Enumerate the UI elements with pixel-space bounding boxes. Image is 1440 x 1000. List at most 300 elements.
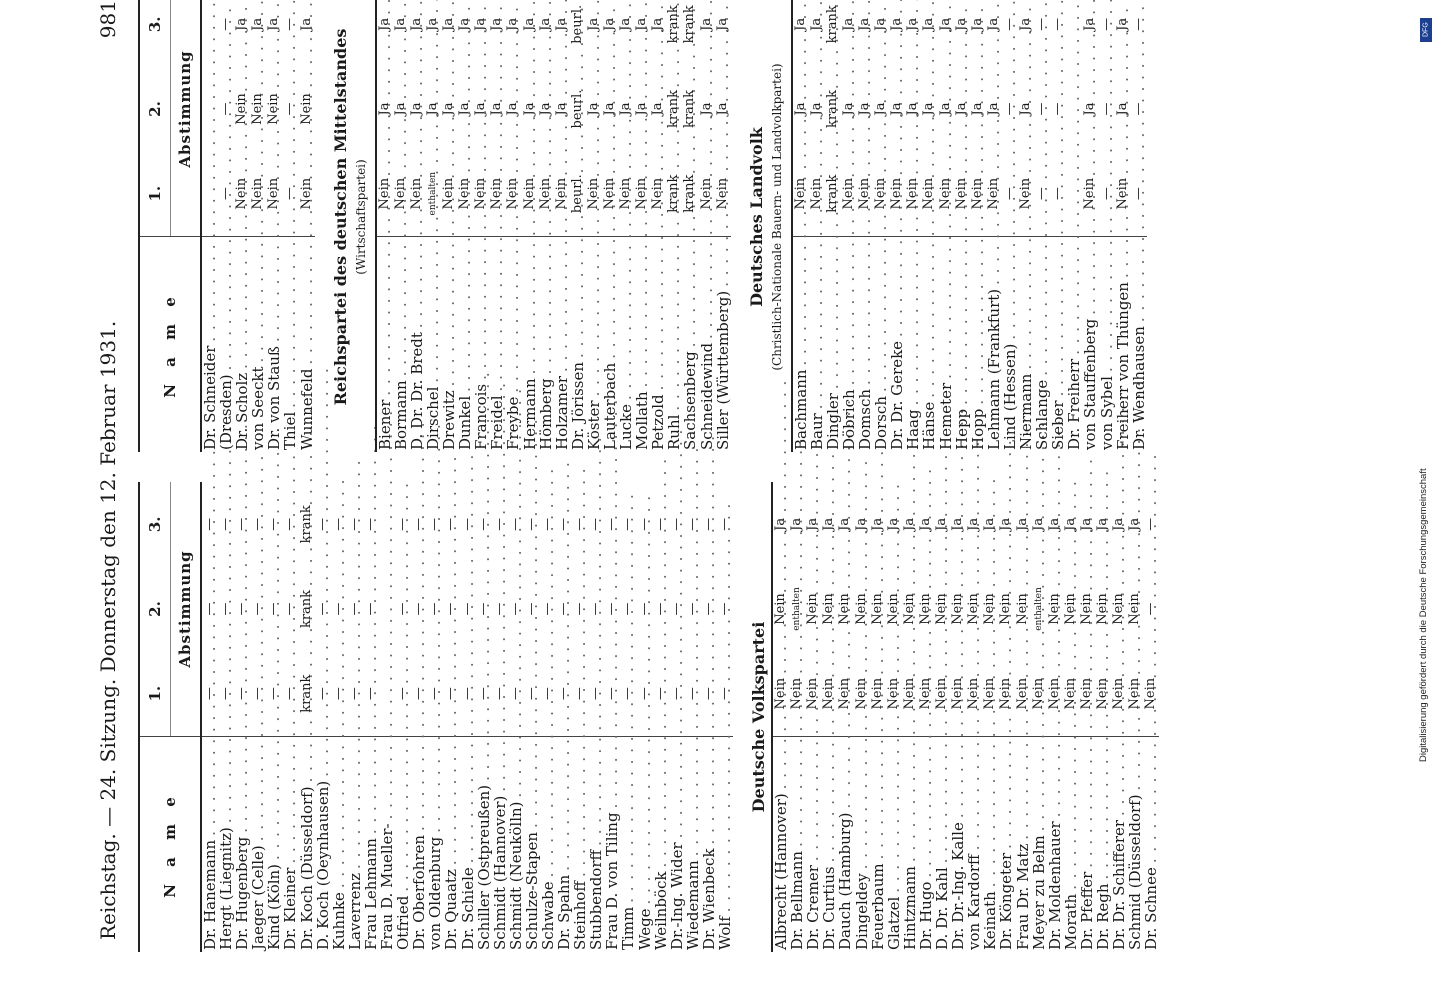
vote-3: Ja xyxy=(873,17,889,31)
member-name: Sieber . . . xyxy=(1050,236,1066,452)
vote-2: — xyxy=(652,602,668,616)
party-title: Reichspartei des deutschen Mittelstandes xyxy=(330,28,350,406)
vote-3: — xyxy=(1130,17,1146,31)
table-row xyxy=(970,0,986,452)
vote-3: — xyxy=(636,517,652,531)
table-row xyxy=(669,482,685,952)
vote-number-1: 1. xyxy=(145,685,164,702)
vote-2: Nein xyxy=(869,593,885,625)
vote-2: Nein xyxy=(805,593,821,625)
vote-2: Ja xyxy=(985,102,1001,116)
vote-2: Ja xyxy=(650,102,666,116)
member-name: Bormann . . . xyxy=(393,236,409,452)
table-row xyxy=(841,0,857,452)
vote-3: krank xyxy=(824,5,840,44)
vote-3: — xyxy=(539,517,555,531)
vote-1: Nein xyxy=(714,177,730,210)
vote-1: Nein xyxy=(1082,177,1098,210)
vote-1: Nein xyxy=(1114,177,1130,210)
table-row xyxy=(889,0,905,452)
table-row xyxy=(789,482,805,952)
vote-3: Ja xyxy=(950,517,966,531)
table-row xyxy=(473,0,489,452)
vote-3: Ja xyxy=(966,517,982,531)
vote-3: — xyxy=(620,517,636,531)
vote-2: Ja xyxy=(408,102,424,116)
vote-1: Nein xyxy=(805,677,821,710)
vote-1: Nein xyxy=(873,177,889,210)
vote-3: Ja xyxy=(473,17,489,31)
vote-3: Ja xyxy=(889,17,905,31)
vote-2: — xyxy=(443,602,459,616)
vote-numbers xyxy=(140,0,171,236)
vote-number-3: 3. xyxy=(145,16,164,33)
table-row xyxy=(837,482,853,952)
vote-1: Nein xyxy=(857,177,873,210)
member-name: Hintzmann . . . xyxy=(902,736,918,952)
vote-1: Nein xyxy=(905,177,921,210)
table-row xyxy=(715,0,731,452)
vote-3: Ja xyxy=(1094,517,1110,531)
vote-3: — xyxy=(346,517,362,531)
table-row xyxy=(443,482,459,952)
table-row xyxy=(1031,482,1047,952)
member-name: von Kardorff . . . xyxy=(966,736,982,952)
vote-1: Nein xyxy=(537,177,553,210)
table-row xyxy=(441,0,457,452)
member-name: Schneidewind . . . xyxy=(699,236,715,452)
vote-2: — xyxy=(1050,102,1066,116)
member-name: Köster . . . xyxy=(586,236,602,452)
vote-1: Nein xyxy=(1127,677,1143,710)
table-row xyxy=(870,482,886,952)
vote-2: Nein xyxy=(982,593,998,625)
member-name: Dr. Kleiner . . . xyxy=(282,736,298,952)
vote-3: — xyxy=(1050,17,1066,31)
vote-2: Ja xyxy=(601,102,617,116)
vote-1: Nein xyxy=(889,177,905,210)
vote-2: Ja xyxy=(505,102,521,116)
vote-1: Nein xyxy=(441,177,457,210)
vote-1: krank xyxy=(824,174,840,213)
vote-2: Ja xyxy=(489,102,505,116)
vote-3: Ja xyxy=(698,17,714,31)
vote-2: — xyxy=(1034,102,1050,116)
vote-number-1: 1. xyxy=(145,185,164,202)
vote-1: Nein xyxy=(821,677,837,710)
table-row xyxy=(476,482,492,952)
member-name: Frau Dr. Matz . . . xyxy=(1015,736,1031,952)
vote-1: — xyxy=(717,687,732,701)
vote-2: — xyxy=(684,602,700,616)
member-name: Dr. Quaatz . . . xyxy=(443,736,459,952)
table-row xyxy=(409,0,425,452)
vote-2: — xyxy=(475,602,491,616)
vote-2: Nein xyxy=(1062,593,1078,625)
vote-2: Ja xyxy=(953,102,969,116)
table-row xyxy=(460,482,476,952)
vote-1: Nein xyxy=(853,677,869,710)
table-row xyxy=(1131,0,1147,452)
vote-1: Nein xyxy=(937,177,953,210)
member-name: Dr. Schnee . . . xyxy=(1143,736,1159,952)
vote-1: — xyxy=(684,687,700,701)
member-name: Dorsch . . . xyxy=(873,236,889,452)
vote-3: Ja xyxy=(808,17,824,31)
member-name: Dauch (Hamburg) . . . xyxy=(837,736,853,952)
rotated-page xyxy=(90,0,1340,1000)
member-name: Wunnefeld . . . xyxy=(299,236,315,452)
vote-3: Ja xyxy=(489,17,505,31)
vote-2: — xyxy=(266,602,282,616)
vote-3: — xyxy=(668,517,684,531)
table-row xyxy=(1111,482,1127,952)
table-row xyxy=(508,482,524,952)
vote-1: Nein xyxy=(650,177,666,210)
member-name: Mollath . . . xyxy=(634,236,650,452)
vote-3: — xyxy=(1098,17,1114,31)
vote-2: — xyxy=(282,102,298,116)
member-name: Siller (Württemberg) . . . xyxy=(715,236,731,452)
member-name: Frau Lehmann . . . xyxy=(363,736,379,952)
vote-1: — xyxy=(266,687,282,701)
vote-3: — xyxy=(1034,17,1050,31)
table-row xyxy=(1066,0,1082,452)
vote-2: Ja xyxy=(392,102,408,116)
member-name: Steinhoff . . . xyxy=(572,736,588,952)
vote-1: Nein xyxy=(969,177,985,210)
table-row xyxy=(825,0,841,452)
vote-2: Ja xyxy=(553,102,569,116)
table-row xyxy=(620,482,636,952)
member-name: Dr. Wienbeck . . . xyxy=(701,736,717,952)
member-name: Dr. von Stauß . . . xyxy=(266,236,282,452)
table-row xyxy=(602,0,618,452)
table-row xyxy=(905,0,921,452)
vote-3: — xyxy=(507,517,523,531)
vote-1: Nein xyxy=(837,677,853,710)
table-row xyxy=(821,482,837,952)
vote-1: Nein xyxy=(1111,677,1127,710)
member-name: Timm . . . xyxy=(620,736,636,952)
member-name: Dirschel . . . xyxy=(425,236,441,452)
member-name: Kind (Köln) . . . xyxy=(266,736,282,952)
vote-2: Ja xyxy=(634,102,650,116)
table-row xyxy=(363,482,379,952)
member-name: von Sybel . . . xyxy=(1099,236,1115,452)
vote-2: — xyxy=(523,602,539,616)
vote-3: Ja xyxy=(901,517,917,531)
vote-3: — xyxy=(443,517,459,531)
vote-2: Nein xyxy=(234,93,250,125)
vote-2: Ja xyxy=(969,102,985,116)
table-row xyxy=(653,482,669,952)
vote-1: Nein xyxy=(950,677,966,710)
member-name: Hemeter . . . xyxy=(938,236,954,452)
vote-1: Nein xyxy=(1143,677,1159,710)
vote-2: — xyxy=(395,602,411,616)
vote-3: — xyxy=(717,517,732,531)
member-name: Freidel . . . xyxy=(489,236,505,452)
vote-1: — xyxy=(1001,187,1017,201)
vote-2: Nein xyxy=(821,593,837,625)
table-row xyxy=(588,482,604,952)
vote-3: Ja xyxy=(441,17,457,31)
vote-3: Ja xyxy=(1082,17,1098,31)
member-name: Sachsenberg . . . xyxy=(682,236,698,452)
table-row xyxy=(966,482,982,952)
member-name: Hänse . . . xyxy=(921,236,937,452)
vote-2: — xyxy=(507,602,523,616)
vote-1: Nein xyxy=(489,177,505,210)
vote-3: — xyxy=(684,517,700,531)
vote-1: — xyxy=(539,687,555,701)
table-row xyxy=(986,0,1002,452)
member-name: Hergt (Liegnitz) . . . xyxy=(218,736,234,952)
member-name: Schulze-Stapen . . . xyxy=(524,736,540,952)
table-row xyxy=(489,0,505,452)
vote-2: — xyxy=(282,602,298,616)
member-name: Domsch . . . xyxy=(857,236,873,452)
vote-2: — xyxy=(604,602,620,616)
member-name: Stubbendorff . . . xyxy=(588,736,604,952)
table-row xyxy=(1079,482,1095,952)
vote-numbers xyxy=(140,482,171,736)
vote-1: Nein xyxy=(585,177,601,210)
member-name: Holzamer . . . xyxy=(554,236,570,452)
member-name: Dr. Spahn . . . xyxy=(556,736,572,952)
vote-3: Ja xyxy=(837,517,853,531)
member-name: Lind (Hessen) . . . xyxy=(1002,236,1018,452)
vote-2: — xyxy=(668,602,684,616)
table-row xyxy=(1034,0,1050,452)
vote-3: Ja xyxy=(841,17,856,31)
vote-3: — xyxy=(523,517,539,531)
table-row xyxy=(982,482,998,952)
member-name: Dr. Schneider . . . xyxy=(202,236,218,452)
vote-3: Ja xyxy=(634,17,650,31)
vote-2: — xyxy=(1098,102,1114,116)
vote-1: Nein xyxy=(553,177,569,210)
member-name: (Dresden) . . . xyxy=(218,236,234,452)
party-title: Deutsche Volkspartei xyxy=(749,621,769,813)
member-name: Schlange . . . xyxy=(1034,236,1050,452)
vote-3: Ja xyxy=(773,517,789,531)
vote-3: krank xyxy=(666,5,682,44)
vote-2: krank xyxy=(824,89,840,129)
vote-3: krank xyxy=(682,5,698,44)
vote-2: Nein xyxy=(1094,593,1110,625)
table-row xyxy=(377,0,393,452)
vote-1: Nein xyxy=(1014,677,1030,710)
vote-3: beurl. xyxy=(569,4,585,44)
vote-1: Nein xyxy=(698,177,714,210)
vote-1: — xyxy=(1034,187,1050,201)
column-header xyxy=(138,482,202,952)
vote-2: Ja xyxy=(873,102,889,116)
vote-2: Ja xyxy=(714,102,730,116)
vote-1: — xyxy=(668,687,684,701)
member-name: Schmidt (Hannover) . . . xyxy=(492,736,508,952)
vote-1: — xyxy=(282,687,298,701)
vote-1: — xyxy=(491,687,507,701)
table-row xyxy=(282,482,298,952)
vote-1: Nein xyxy=(1018,177,1034,210)
vote-2: krank xyxy=(298,589,314,629)
vote-2: — xyxy=(588,602,604,616)
member-name: Dr. Wendhausen . . . xyxy=(1131,236,1147,452)
vote-1: — xyxy=(588,687,604,701)
table-row xyxy=(637,482,653,952)
table-row xyxy=(682,0,698,452)
vote-2: — xyxy=(1143,602,1159,616)
vote-1: — xyxy=(1130,187,1146,201)
table-row xyxy=(202,0,218,452)
vote-2: — xyxy=(234,602,250,616)
vote-3: — xyxy=(282,517,298,531)
vote-2: Ja xyxy=(921,102,937,116)
table-row xyxy=(809,0,825,452)
vote-2: — xyxy=(218,602,234,616)
member-name: Dingeldey . . . xyxy=(854,736,870,952)
vote-3: Ja xyxy=(250,17,266,31)
member-name: Dr. Oberfohren . . . xyxy=(411,736,427,952)
vote-2: — xyxy=(620,602,636,616)
vote-1: — xyxy=(202,687,217,701)
party-subtitle: (Wirtschaftspartei) xyxy=(353,159,368,275)
vote-2: Ja xyxy=(585,102,601,116)
vote-3: Ja xyxy=(821,517,837,531)
table-row xyxy=(522,0,538,452)
vote-1: Nein xyxy=(792,177,808,210)
member-name: von Seeckt . . . xyxy=(250,236,266,452)
vote-2: Ja xyxy=(841,102,856,116)
vote-2: Ja xyxy=(905,102,921,116)
vote-2: Nein xyxy=(773,593,789,625)
vote-3: Ja xyxy=(857,17,873,31)
vote-3: Ja xyxy=(885,517,901,531)
vote-1: — xyxy=(523,687,539,701)
table-row xyxy=(1050,0,1066,452)
vote-1: Nein xyxy=(505,177,521,210)
vote-3: — xyxy=(314,517,330,531)
vote-3: Ja xyxy=(853,517,869,531)
vote-1: Nein xyxy=(789,677,805,710)
member-name: Morath . . . xyxy=(1063,736,1079,952)
vote-3: Ja xyxy=(537,17,553,31)
vote-3: — xyxy=(588,517,604,531)
member-name: Schmidt (Neukölln) . . . xyxy=(508,736,524,952)
vote-1: enthalten xyxy=(427,171,438,216)
table-row xyxy=(266,482,282,952)
credit-text: Digitalisierung gefördert durch die Deutsche Forschungsgemeinschaft xyxy=(1418,468,1429,762)
member-name: Wolf . . . xyxy=(717,736,733,952)
vote-2: Ja xyxy=(376,102,392,116)
table-row xyxy=(699,0,715,452)
vote-3: — xyxy=(218,517,234,531)
table-row xyxy=(250,482,266,952)
table-row xyxy=(954,0,970,452)
vote-3: Ja xyxy=(982,517,998,531)
vote-2: Ja xyxy=(808,102,824,116)
vote-2: Nein xyxy=(1046,593,1062,625)
vote-2: Nein xyxy=(250,93,266,125)
vote-1: — xyxy=(250,687,266,701)
table-row xyxy=(299,0,315,452)
member-name: Dr. Schiele . . . xyxy=(460,736,476,952)
vote-2: Ja xyxy=(937,102,953,116)
vote-1: Nein xyxy=(917,677,933,710)
table-row xyxy=(379,482,395,952)
table-row xyxy=(572,482,588,952)
vote-2: krank xyxy=(666,89,682,129)
member-name: Wege . . . xyxy=(637,736,653,952)
member-name: Francois . . . xyxy=(473,236,489,452)
side-credit xyxy=(1418,8,1440,992)
vote-3: — xyxy=(491,517,507,531)
member-name: Dr. Regh . . . xyxy=(1095,736,1111,952)
table-row xyxy=(921,0,937,452)
vote-1: Nein xyxy=(618,177,634,210)
vote-3: Ja xyxy=(792,17,808,31)
member-name: Dr. Moldenhauer . . . xyxy=(1047,736,1063,952)
table-row xyxy=(1063,482,1079,952)
vote-1: beurl. xyxy=(569,174,585,214)
vote-2: — xyxy=(1130,102,1146,116)
vote-1: Nein xyxy=(408,177,424,210)
vote-2: Nein xyxy=(837,593,853,625)
vote-3: Ja xyxy=(266,17,282,31)
vote-1: — xyxy=(443,687,459,701)
table-row xyxy=(902,482,918,952)
vote-1: Nein xyxy=(1030,677,1046,710)
left-column xyxy=(138,482,1159,952)
table-row xyxy=(250,0,266,452)
vote-1: Nein xyxy=(473,177,489,210)
vote-3: — xyxy=(266,517,282,531)
table-row xyxy=(1082,0,1098,452)
vote-2: Nein xyxy=(1111,593,1127,625)
table-row xyxy=(427,482,443,952)
vote-1: — xyxy=(218,687,234,701)
vote-3: Ja xyxy=(805,517,821,531)
table-row xyxy=(650,0,666,452)
vote-2: Ja xyxy=(1018,102,1034,116)
table-row xyxy=(234,0,250,452)
vote-3: — xyxy=(604,517,620,531)
vote-2: — xyxy=(572,602,588,616)
vote-3: — xyxy=(556,517,572,531)
vote-1: Nein xyxy=(601,177,617,210)
vote-1: — xyxy=(330,687,346,701)
vote-3: Ja xyxy=(953,17,969,31)
member-name: D. Dr. Dr. Bredt . . . xyxy=(409,236,425,452)
vote-3: — xyxy=(459,517,475,531)
member-name: von Stauffenberg . . . xyxy=(1082,236,1098,452)
table-row xyxy=(218,482,234,952)
member-name: Biener . . . xyxy=(377,236,393,452)
table-row xyxy=(266,0,282,452)
table-row xyxy=(524,482,540,952)
vote-3: — xyxy=(475,517,491,531)
table-row xyxy=(934,482,950,952)
table-row xyxy=(805,482,821,952)
vote-1: krank xyxy=(666,174,682,213)
vote-header xyxy=(140,482,200,736)
vote-1: krank xyxy=(682,174,698,213)
member-name: Bachmann . . . xyxy=(793,236,809,452)
member-name: Ruhl . . . xyxy=(666,236,682,452)
